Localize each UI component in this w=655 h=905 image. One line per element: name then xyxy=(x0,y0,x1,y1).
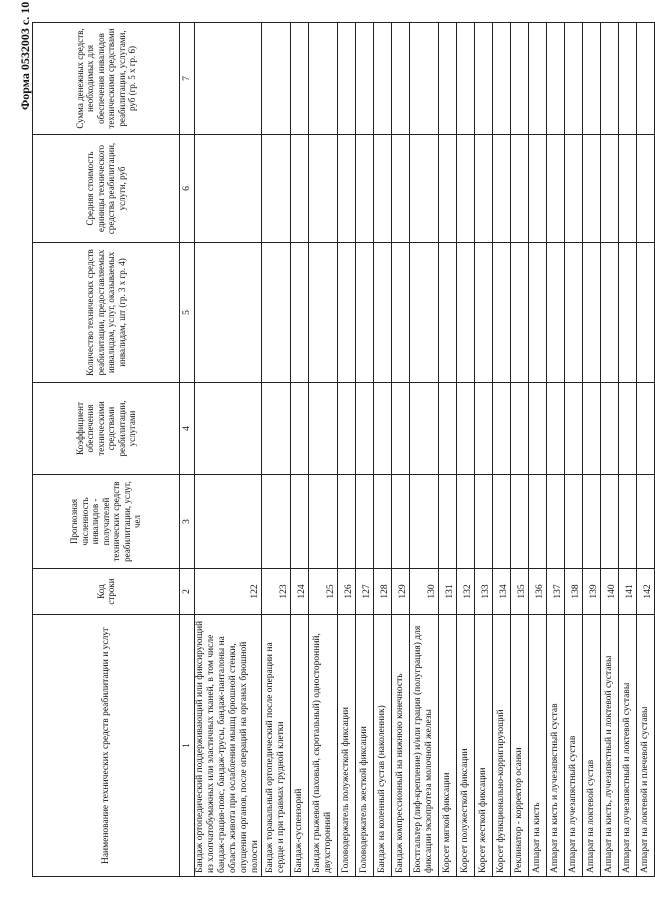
value-cell[interactable] xyxy=(637,475,655,569)
value-cell[interactable] xyxy=(511,243,529,383)
value-cell[interactable] xyxy=(356,383,374,475)
col-number: 4 xyxy=(180,383,195,475)
table-row xyxy=(619,23,637,877)
value-cell[interactable] xyxy=(547,135,565,243)
value-cell[interactable] xyxy=(583,243,601,383)
value-cell[interactable] xyxy=(457,243,475,383)
value-cell[interactable] xyxy=(547,23,565,135)
value-cell[interactable] xyxy=(410,243,439,383)
row-code: 141 xyxy=(619,569,637,615)
value-cell[interactable] xyxy=(565,383,583,475)
value-cell[interactable] xyxy=(195,23,262,135)
row-code: 125 xyxy=(309,569,338,615)
value-cell[interactable] xyxy=(291,135,309,243)
value-cell[interactable] xyxy=(356,243,374,383)
table-row xyxy=(493,23,511,877)
row-name: Бюстгальтер (лиф-крепление) и/или грация (полуграция) для фиксации экзопротеза молочной железы xyxy=(410,615,439,877)
row-code: 123 xyxy=(262,569,291,615)
table-row xyxy=(511,23,529,877)
row-name: Бандаж-суспензорий xyxy=(291,615,309,877)
value-cell[interactable] xyxy=(309,475,338,569)
value-cell[interactable] xyxy=(262,135,291,243)
value-cell[interactable] xyxy=(475,475,493,569)
value-cell[interactable] xyxy=(374,23,392,135)
row-code: 127 xyxy=(356,569,374,615)
value-cell[interactable] xyxy=(619,23,637,135)
value-cell[interactable] xyxy=(392,475,410,569)
value-cell[interactable] xyxy=(565,135,583,243)
form-title: Форма 0532003 с. 10 xyxy=(18,1,32,110)
row-name: Реклинатор - корректор осанки xyxy=(511,615,529,877)
value-cell[interactable] xyxy=(583,475,601,569)
row-name: Бандаж грыжевой (паховый, скротальный) односторонний, двухсторонний xyxy=(309,615,338,877)
value-cell[interactable] xyxy=(493,135,511,243)
value-cell[interactable] xyxy=(637,23,655,135)
value-cell[interactable] xyxy=(475,243,493,383)
row-name: Корсет функционально-корригирующий xyxy=(493,615,511,877)
value-cell[interactable] xyxy=(338,383,356,475)
row-name: Головодержатель жесткой фиксации xyxy=(356,615,374,877)
column-number-row xyxy=(180,23,195,877)
table-row xyxy=(262,23,291,877)
table-row xyxy=(439,23,457,877)
value-cell[interactable] xyxy=(410,135,439,243)
value-cell[interactable] xyxy=(493,383,511,475)
col-header-total-sum: Сумма денежных средств, необходимых для обеспечения инвалидов техническими средствами реабилитации, услугами, руб (гр. 5 х гр. 6) xyxy=(33,23,180,135)
row-code: 140 xyxy=(601,569,619,615)
col-number: 2 xyxy=(180,569,195,615)
value-cell[interactable] xyxy=(374,243,392,383)
row-name: Бандаж ортопедический поддерживающий или фиксирующий из хлопчатобумажных или эластичных тканей, в том числе бандаж-грация-пояс, бандаж-трусы, бандаж-панталоны на область живота при ослаблении мышц брюшной стенки, опущении органов, после операций на органах брюшной полости xyxy=(195,615,262,877)
row-code: 131 xyxy=(439,569,457,615)
value-cell[interactable] xyxy=(291,243,309,383)
value-cell[interactable] xyxy=(439,383,457,475)
value-cell[interactable] xyxy=(601,243,619,383)
value-cell[interactable] xyxy=(457,135,475,243)
col-number: 6 xyxy=(180,135,195,243)
value-cell[interactable] xyxy=(309,243,338,383)
col-header-avg-cost: Средняя стоимость единицы технического средства реабилитации, услуги, руб xyxy=(33,135,180,243)
header-row xyxy=(33,23,180,877)
col-header-coefficient: Коэффициент обеспечения техническими средствами реабилитации, услугами xyxy=(33,383,180,475)
value-cell[interactable] xyxy=(529,23,547,135)
value-cell[interactable] xyxy=(565,475,583,569)
row-code: 137 xyxy=(547,569,565,615)
value-cell[interactable] xyxy=(583,383,601,475)
value-cell[interactable] xyxy=(262,23,291,135)
value-cell[interactable] xyxy=(601,23,619,135)
value-cell[interactable] xyxy=(356,475,374,569)
row-name: Аппарат на локтевой и плечевой суставы xyxy=(637,615,655,877)
value-cell[interactable] xyxy=(195,475,262,569)
col-number: 3 xyxy=(180,475,195,569)
row-code: 130 xyxy=(410,569,439,615)
report-table xyxy=(32,22,655,877)
value-cell[interactable] xyxy=(547,475,565,569)
value-cell[interactable] xyxy=(511,23,529,135)
value-cell[interactable] xyxy=(493,243,511,383)
value-cell[interactable] xyxy=(475,23,493,135)
value-cell[interactable] xyxy=(439,23,457,135)
value-cell[interactable] xyxy=(493,23,511,135)
value-cell[interactable] xyxy=(410,475,439,569)
table-row xyxy=(547,23,565,877)
row-name: Головодержатель полужесткой фиксации xyxy=(338,615,356,877)
row-code: 139 xyxy=(583,569,601,615)
row-name: Бандаж торакальный ортопедический после операции на сердце и при травмах грудной клетки xyxy=(262,615,291,877)
table-row xyxy=(457,23,475,877)
table-row xyxy=(309,23,338,877)
col-header-name: Наименование технических средств реабилитации и услуг xyxy=(33,615,180,877)
value-cell[interactable] xyxy=(195,383,262,475)
value-cell[interactable] xyxy=(547,243,565,383)
row-code: 138 xyxy=(565,569,583,615)
value-cell[interactable] xyxy=(511,135,529,243)
row-code: 129 xyxy=(392,569,410,615)
table-row xyxy=(529,23,547,877)
value-cell[interactable] xyxy=(262,243,291,383)
value-cell[interactable] xyxy=(619,475,637,569)
value-cell[interactable] xyxy=(493,475,511,569)
value-cell[interactable] xyxy=(195,135,262,243)
row-name: Бандаж на коленный сустав (наколенник) xyxy=(374,615,392,877)
value-cell[interactable] xyxy=(529,243,547,383)
value-cell[interactable] xyxy=(291,475,309,569)
value-cell[interactable] xyxy=(601,135,619,243)
row-code: 124 xyxy=(291,569,309,615)
col-number: 5 xyxy=(180,243,195,383)
row-code: 133 xyxy=(475,569,493,615)
row-code: 142 xyxy=(637,569,655,615)
value-cell[interactable] xyxy=(392,243,410,383)
value-cell[interactable] xyxy=(392,383,410,475)
value-cell[interactable] xyxy=(195,243,262,383)
row-name: Корсет жесткой фиксации xyxy=(475,615,493,877)
row-code: 128 xyxy=(374,569,392,615)
table-row xyxy=(291,23,309,877)
value-cell[interactable] xyxy=(356,135,374,243)
value-cell[interactable] xyxy=(410,383,439,475)
value-cell[interactable] xyxy=(309,383,338,475)
col-number: 7 xyxy=(180,23,195,135)
row-name: Аппарат на кисть xyxy=(529,615,547,877)
value-cell[interactable] xyxy=(511,475,529,569)
col-header-code: Код строки xyxy=(33,569,180,615)
value-cell[interactable] xyxy=(439,475,457,569)
value-cell[interactable] xyxy=(583,23,601,135)
col-header-quantity: Количество технических средств реабилитации, предоставляемых инвалидам, услуг, оказываемых инвалидам, шт (гр. 3 х гр. 4) xyxy=(33,243,180,383)
value-cell[interactable] xyxy=(392,23,410,135)
table-row xyxy=(565,23,583,877)
value-cell[interactable] xyxy=(619,383,637,475)
row-name: Корсет мягкой фиксации xyxy=(439,615,457,877)
table-row xyxy=(195,23,262,877)
table-row xyxy=(637,23,655,877)
value-cell[interactable] xyxy=(338,23,356,135)
value-cell[interactable] xyxy=(439,243,457,383)
table-row xyxy=(410,23,439,877)
value-cell[interactable] xyxy=(309,135,338,243)
value-cell[interactable] xyxy=(457,23,475,135)
value-cell[interactable] xyxy=(338,475,356,569)
row-code: 134 xyxy=(493,569,511,615)
value-cell[interactable] xyxy=(475,383,493,475)
value-cell[interactable] xyxy=(547,383,565,475)
table-body xyxy=(180,23,655,877)
row-name: Аппарат на локтевой сустав xyxy=(583,615,601,877)
col-number: 1 xyxy=(180,615,195,877)
value-cell[interactable] xyxy=(637,383,655,475)
row-name: Аппарат на лучезапястный сустав xyxy=(565,615,583,877)
value-cell[interactable] xyxy=(601,475,619,569)
value-cell[interactable] xyxy=(291,23,309,135)
table-row xyxy=(374,23,392,877)
value-cell[interactable] xyxy=(637,135,655,243)
value-cell[interactable] xyxy=(529,475,547,569)
value-cell[interactable] xyxy=(356,23,374,135)
value-cell[interactable] xyxy=(439,135,457,243)
row-name: Корсет полужесткой фиксации xyxy=(457,615,475,877)
value-cell[interactable] xyxy=(529,383,547,475)
table-row xyxy=(338,23,356,877)
value-cell[interactable] xyxy=(475,135,493,243)
value-cell[interactable] xyxy=(457,475,475,569)
row-name: Бандаж компрессионный на нижнюю конечность xyxy=(392,615,410,877)
row-code: 132 xyxy=(457,569,475,615)
table-row xyxy=(356,23,374,877)
value-cell[interactable] xyxy=(374,383,392,475)
row-code: 122 xyxy=(195,569,262,615)
row-name: Аппарат на лучезапястный и локтевой суставы xyxy=(619,615,637,877)
row-code: 136 xyxy=(529,569,547,615)
value-cell[interactable] xyxy=(583,135,601,243)
row-code: 135 xyxy=(511,569,529,615)
value-cell[interactable] xyxy=(619,243,637,383)
value-cell[interactable] xyxy=(338,243,356,383)
value-cell[interactable] xyxy=(511,383,529,475)
row-code: 126 xyxy=(338,569,356,615)
value-cell[interactable] xyxy=(392,135,410,243)
row-name: Аппарат на кисть и лучезапястный сустав xyxy=(547,615,565,877)
row-name: Аппарат на кисть, лучезапястный и локтевой суставы xyxy=(601,615,619,877)
col-header-forecast: Прогнозная численность инвалидов - получателей технических средств реабилитации, услуг, чел xyxy=(33,475,180,569)
value-cell[interactable] xyxy=(410,23,439,135)
value-cell[interactable] xyxy=(457,383,475,475)
table-row xyxy=(583,23,601,877)
value-cell[interactable] xyxy=(262,383,291,475)
value-cell[interactable] xyxy=(619,135,637,243)
table-row xyxy=(601,23,619,877)
value-cell[interactable] xyxy=(291,383,309,475)
table-row xyxy=(392,23,410,877)
value-cell[interactable] xyxy=(565,243,583,383)
value-cell[interactable] xyxy=(529,135,547,243)
value-cell[interactable] xyxy=(374,135,392,243)
value-cell[interactable] xyxy=(374,475,392,569)
value-cell[interactable] xyxy=(338,135,356,243)
value-cell[interactable] xyxy=(601,383,619,475)
value-cell[interactable] xyxy=(309,23,338,135)
value-cell[interactable] xyxy=(565,23,583,135)
value-cell[interactable] xyxy=(637,243,655,383)
table-row xyxy=(475,23,493,877)
value-cell[interactable] xyxy=(262,475,291,569)
